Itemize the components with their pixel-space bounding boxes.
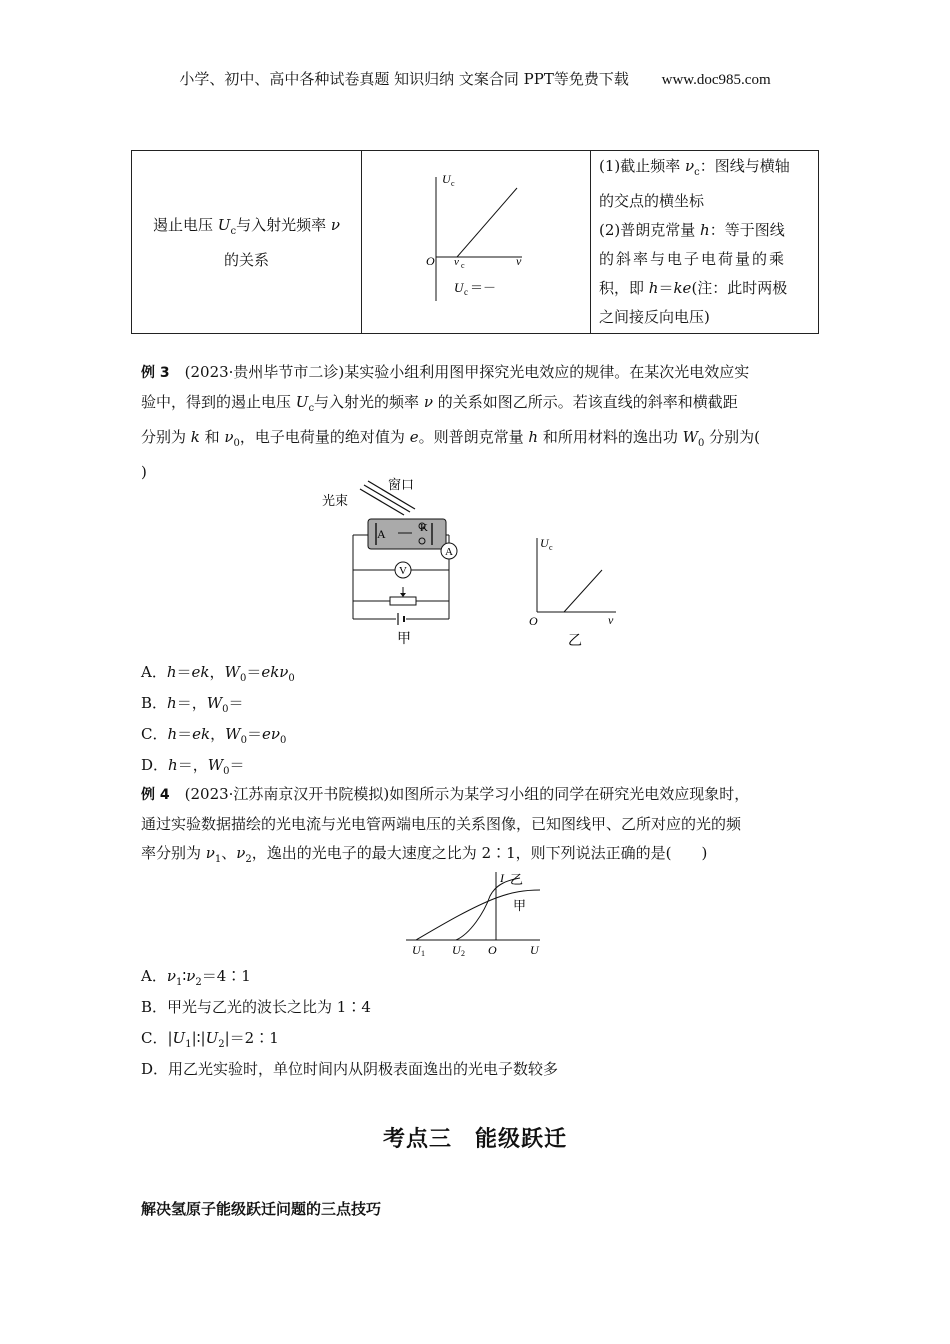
x-mark: ν	[454, 256, 459, 268]
y-label: U	[442, 172, 451, 186]
table-row	[132, 151, 819, 334]
knowledge-table	[131, 150, 819, 334]
x-mark-sub: c	[461, 261, 465, 270]
table-cell-graph	[362, 151, 591, 334]
example3-option-c[interactable]: C．h＝ek，$W_0=e\nu_0$	[141, 725, 287, 746]
beam-label: 光束	[322, 493, 349, 508]
notes-line-3: (2)普朗克常量 h：等于图线	[599, 221, 785, 239]
example3-label: 例 3	[141, 365, 170, 381]
notes-line-2: 的交点的横坐标	[599, 192, 705, 210]
figure-yi-graph	[520, 530, 630, 650]
figure-iu-graph	[400, 868, 550, 958]
example3-option-b[interactable]: B．h＝，$W_0=$	[141, 694, 244, 715]
iu-i-label: I	[500, 871, 504, 885]
topic-nu: ν	[330, 215, 340, 234]
table-cell-notes	[591, 151, 819, 334]
example3-source: (2023·贵州毕节市二诊)	[184, 363, 345, 381]
iu-origin-label: O	[488, 943, 497, 957]
fig-yi-caption: 乙	[568, 634, 582, 649]
section-subtitle: 解决氢原子能级跃迁问题的三点技巧	[141, 1200, 382, 1218]
formula-sub: c	[464, 287, 468, 297]
page-header	[0, 68, 950, 89]
window-label: 窗口	[388, 477, 415, 492]
fig-yi-x-label: ν	[608, 613, 614, 627]
notes-line-4: 的斜率与电子电荷量的乘	[599, 250, 787, 268]
iu-u2-sub: 2	[461, 949, 465, 958]
iu-yi-label: 乙	[510, 872, 524, 887]
topic-text-c: 的关系	[223, 250, 269, 269]
example4-body-1: 如图所示为某学习小组的同学在研究光电效应现象时，	[389, 785, 750, 803]
iu-u2-label: U	[452, 943, 461, 957]
example3-paragraph	[141, 358, 811, 487]
example3-line-2: 验中，得到的遏止电压 $U_c$与入射光的频率 ν 的关系如图乙所示。若该直线的斜率和横截距	[141, 393, 738, 414]
x-label: ν	[516, 254, 522, 268]
topic-text: 遏止电压	[153, 215, 218, 234]
example4-option-a[interactable]: A．$\nu_1∶\nu_2=4∶1$	[141, 967, 251, 988]
uc-line	[457, 188, 517, 257]
example3-body-1: 某实验小组利用图甲探究光电效应的规律。在某次光电效应实	[344, 363, 750, 381]
header-text: 小学、初中、高中各种试卷真题 知识归纳 文案合同 PPT等免费下载	[179, 70, 629, 88]
uc-nu-graph	[362, 151, 590, 329]
example4-option-d[interactable]: D．用乙光实验时，单位时间内从阴极表面逸出的光电子数较多	[141, 1060, 559, 1078]
example4-source: (2023·江苏南京汉开书院模拟)	[184, 785, 390, 803]
anode-label: A	[377, 527, 386, 541]
ammeter-label: A	[445, 546, 453, 558]
example4-paragraph	[141, 780, 811, 874]
example3-line-4: )	[141, 463, 147, 481]
iu-u-label: U	[530, 943, 539, 957]
iu-jia-label: 甲	[513, 898, 527, 913]
figure-jia-circuit	[320, 475, 470, 650]
example4-label: 例 4	[141, 787, 170, 803]
example4-line-3: 率分别为 $\nu_1$、$\nu_2$，逸出的光电子的最大速度之比为 2∶1，则下列说法正确的是( )	[141, 844, 708, 865]
example4-option-b[interactable]: B．甲光与乙光的波长之比为 1∶4	[141, 998, 371, 1016]
cathode-label: K	[420, 522, 428, 534]
rheostat	[390, 597, 416, 605]
example4-line-2: 通过实验数据描绘的光电流与光电管两端电压的关系图像，已知图线甲、乙所对应的光的频	[141, 815, 742, 833]
header-url[interactable]: www.doc985.com	[661, 72, 771, 88]
topic-sub: c	[230, 225, 237, 237]
origin-label: O	[426, 254, 435, 268]
topic-text-b: 与入射光频率	[236, 215, 331, 234]
iu-u1-sub: 1	[421, 949, 425, 958]
formula-rest: ＝－	[470, 280, 497, 295]
notes-line-6: 之间接反向电压)	[599, 308, 710, 326]
example4-option-c[interactable]: C．$|U_1|∶|U_2|=2∶1$	[141, 1029, 279, 1050]
example3-option-a[interactable]: A．h＝ek，$W_0=ek\nu_0$	[141, 663, 295, 684]
fig-yi-origin: O	[529, 614, 538, 628]
notes-line-1: (1)截止频率 $\nu_c$：图线与横轴	[599, 157, 790, 178]
example3-line-3: 分别为 k 和 $\nu_0$，电子电荷量的绝对值为 e。则普朗克常量 h 和所用材料的逸出功 $W_0$ 分别为(	[141, 428, 761, 449]
formula-var: U	[454, 280, 464, 295]
notes-line-5: 积，即 h＝ke(注：此时两极	[599, 279, 788, 297]
topic-var: U	[217, 215, 231, 234]
example3-line-1	[141, 358, 811, 388]
section-title: 考点三 能级跃迁	[382, 1127, 567, 1152]
example4-line-1	[141, 780, 811, 810]
table-cell-topic	[132, 151, 362, 334]
iu-u1-label: U	[412, 943, 421, 957]
example3-option-d[interactable]: D．h＝，$W_0=$	[141, 756, 245, 777]
fig-yi-y-sub: c	[549, 543, 553, 552]
voltmeter-label: V	[399, 565, 407, 577]
y-label-sub: c	[451, 179, 455, 188]
fig-jia-caption: 甲	[397, 632, 411, 647]
fig-yi-y-label: U	[540, 536, 549, 550]
